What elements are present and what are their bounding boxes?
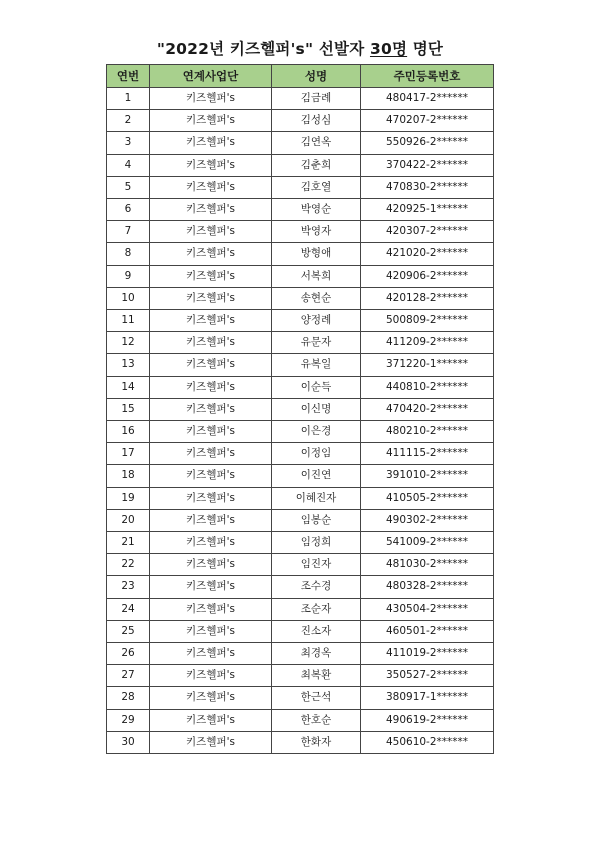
cell-name: 김호열 <box>272 176 361 198</box>
cell-organization: 키즈헬퍼's <box>150 88 272 110</box>
table-row <box>107 620 494 642</box>
cell-id-number: 411209-2****** <box>361 332 494 354</box>
table-row <box>107 532 494 554</box>
cell-name: 양정례 <box>272 310 361 332</box>
cell-organization: 키즈헬퍼's <box>150 398 272 420</box>
cell-name: 박영순 <box>272 199 361 221</box>
table-header <box>107 65 494 88</box>
table-row <box>107 687 494 709</box>
cell-organization: 키즈헬퍼's <box>150 709 272 731</box>
cell-name: 이진연 <box>272 465 361 487</box>
cell-number: 19 <box>107 487 150 509</box>
cell-number: 15 <box>107 398 150 420</box>
cell-organization: 키즈헬퍼's <box>150 509 272 531</box>
cell-number: 27 <box>107 665 150 687</box>
cell-number: 12 <box>107 332 150 354</box>
cell-id-number: 411019-2****** <box>361 643 494 665</box>
cell-id-number: 391010-2****** <box>361 465 494 487</box>
cell-organization: 키즈헬퍼's <box>150 199 272 221</box>
title-suffix: 명단 <box>407 40 444 58</box>
header-organization: 연계사업단 <box>150 65 272 88</box>
cell-name: 송현순 <box>272 287 361 309</box>
cell-name: 이정임 <box>272 443 361 465</box>
table-body <box>107 88 494 754</box>
cell-organization: 키즈헬퍼's <box>150 620 272 642</box>
cell-name: 임정희 <box>272 532 361 554</box>
cell-number: 9 <box>107 265 150 287</box>
cell-number: 8 <box>107 243 150 265</box>
cell-id-number: 420906-2****** <box>361 265 494 287</box>
cell-number: 25 <box>107 620 150 642</box>
cell-organization: 키즈헬퍼's <box>150 376 272 398</box>
cell-organization: 키즈헬퍼's <box>150 154 272 176</box>
cell-number: 30 <box>107 731 150 753</box>
cell-number: 28 <box>107 687 150 709</box>
cell-number: 6 <box>107 199 150 221</box>
table-row <box>107 509 494 531</box>
header-number: 연번 <box>107 65 150 88</box>
cell-name: 임봉순 <box>272 509 361 531</box>
cell-number: 16 <box>107 421 150 443</box>
cell-name: 서복희 <box>272 265 361 287</box>
cell-name: 이혜진자 <box>272 487 361 509</box>
title-prefix: "2022년 키즈헬퍼's" 선발자 <box>156 40 370 58</box>
cell-id-number: 480417-2****** <box>361 88 494 110</box>
cell-organization: 키즈헬퍼's <box>150 421 272 443</box>
cell-name: 최복환 <box>272 665 361 687</box>
cell-id-number: 541009-2****** <box>361 532 494 554</box>
cell-name: 유문자 <box>272 332 361 354</box>
cell-name: 박영자 <box>272 221 361 243</box>
cell-id-number: 410505-2****** <box>361 487 494 509</box>
document-title <box>0 37 600 59</box>
cell-organization: 키즈헬퍼's <box>150 310 272 332</box>
table-row <box>107 576 494 598</box>
cell-name: 진소자 <box>272 620 361 642</box>
cell-organization: 키즈헬퍼's <box>150 110 272 132</box>
cell-name: 임진자 <box>272 554 361 576</box>
table-row <box>107 265 494 287</box>
table-row <box>107 243 494 265</box>
cell-number: 14 <box>107 376 150 398</box>
table-row <box>107 554 494 576</box>
cell-organization: 키즈헬퍼's <box>150 487 272 509</box>
cell-id-number: 470420-2****** <box>361 398 494 420</box>
cell-number: 23 <box>107 576 150 598</box>
cell-id-number: 350527-2****** <box>361 665 494 687</box>
cell-name: 이순득 <box>272 376 361 398</box>
cell-organization: 키즈헬퍼's <box>150 576 272 598</box>
header-name: 성명 <box>272 65 361 88</box>
cell-name: 조수경 <box>272 576 361 598</box>
cell-number: 24 <box>107 598 150 620</box>
cell-id-number: 460501-2****** <box>361 620 494 642</box>
cell-number: 29 <box>107 709 150 731</box>
cell-number: 1 <box>107 88 150 110</box>
cell-organization: 키즈헬퍼's <box>150 665 272 687</box>
cell-id-number: 411115-2****** <box>361 443 494 465</box>
cell-number: 7 <box>107 221 150 243</box>
cell-organization: 키즈헬퍼's <box>150 132 272 154</box>
cell-organization: 키즈헬퍼's <box>150 243 272 265</box>
cell-organization: 키즈헬퍼's <box>150 354 272 376</box>
table-row <box>107 221 494 243</box>
table-row <box>107 731 494 753</box>
cell-id-number: 490619-2****** <box>361 709 494 731</box>
cell-id-number: 500809-2****** <box>361 310 494 332</box>
cell-number: 4 <box>107 154 150 176</box>
cell-number: 22 <box>107 554 150 576</box>
cell-number: 11 <box>107 310 150 332</box>
cell-organization: 키즈헬퍼's <box>150 465 272 487</box>
table-row <box>107 598 494 620</box>
table-row <box>107 421 494 443</box>
cell-name: 한호순 <box>272 709 361 731</box>
cell-id-number: 440810-2****** <box>361 376 494 398</box>
table-row <box>107 643 494 665</box>
cell-name: 유복일 <box>272 354 361 376</box>
cell-id-number: 430504-2****** <box>361 598 494 620</box>
cell-organization: 키즈헬퍼's <box>150 598 272 620</box>
cell-id-number: 470207-2****** <box>361 110 494 132</box>
cell-organization: 키즈헬퍼's <box>150 287 272 309</box>
table-row <box>107 443 494 465</box>
cell-id-number: 370422-2****** <box>361 154 494 176</box>
cell-name: 한근석 <box>272 687 361 709</box>
cell-id-number: 420925-1****** <box>361 199 494 221</box>
table-row <box>107 665 494 687</box>
cell-id-number: 380917-1****** <box>361 687 494 709</box>
cell-name: 김춘희 <box>272 154 361 176</box>
cell-name: 최경옥 <box>272 643 361 665</box>
cell-organization: 키즈헬퍼's <box>150 731 272 753</box>
cell-organization: 키즈헬퍼's <box>150 443 272 465</box>
cell-name: 이은경 <box>272 421 361 443</box>
cell-number: 18 <box>107 465 150 487</box>
cell-id-number: 450610-2****** <box>361 731 494 753</box>
cell-name: 김연옥 <box>272 132 361 154</box>
cell-id-number: 481030-2****** <box>361 554 494 576</box>
cell-organization: 키즈헬퍼's <box>150 687 272 709</box>
cell-organization: 키즈헬퍼's <box>150 265 272 287</box>
cell-organization: 키즈헬퍼's <box>150 221 272 243</box>
table-row <box>107 176 494 198</box>
cell-number: 20 <box>107 509 150 531</box>
table-row <box>107 487 494 509</box>
table-row <box>107 287 494 309</box>
table-row <box>107 132 494 154</box>
cell-name: 한화자 <box>272 731 361 753</box>
cell-id-number: 371220-1****** <box>361 354 494 376</box>
cell-organization: 키즈헬퍼's <box>150 554 272 576</box>
table-row <box>107 332 494 354</box>
cell-id-number: 550926-2****** <box>361 132 494 154</box>
title-count: 30명 <box>369 40 408 58</box>
cell-name: 이신명 <box>272 398 361 420</box>
cell-number: 5 <box>107 176 150 198</box>
cell-number: 13 <box>107 354 150 376</box>
cell-name: 김금례 <box>272 88 361 110</box>
cell-number: 26 <box>107 643 150 665</box>
cell-number: 3 <box>107 132 150 154</box>
cell-id-number: 421020-2****** <box>361 243 494 265</box>
cell-name: 조순자 <box>272 598 361 620</box>
cell-organization: 키즈헬퍼's <box>150 176 272 198</box>
cell-organization: 키즈헬퍼's <box>150 532 272 554</box>
cell-organization: 키즈헬퍼's <box>150 643 272 665</box>
cell-id-number: 490302-2****** <box>361 509 494 531</box>
table-row <box>107 199 494 221</box>
cell-organization: 키즈헬퍼's <box>150 332 272 354</box>
table-row <box>107 465 494 487</box>
cell-id-number: 470830-2****** <box>361 176 494 198</box>
header-id-number: 주민등록번호 <box>361 65 494 88</box>
cell-name: 김성심 <box>272 110 361 132</box>
table-row <box>107 398 494 420</box>
table-row <box>107 154 494 176</box>
cell-number: 10 <box>107 287 150 309</box>
cell-id-number: 480328-2****** <box>361 576 494 598</box>
table-row <box>107 376 494 398</box>
cell-number: 2 <box>107 110 150 132</box>
cell-id-number: 420128-2****** <box>361 287 494 309</box>
cell-id-number: 420307-2****** <box>361 221 494 243</box>
header-row <box>107 65 494 88</box>
roster-table <box>106 64 494 754</box>
cell-number: 21 <box>107 532 150 554</box>
cell-number: 17 <box>107 443 150 465</box>
table-row <box>107 110 494 132</box>
table-row <box>107 709 494 731</box>
table-row <box>107 88 494 110</box>
table-row <box>107 310 494 332</box>
cell-name: 방형애 <box>272 243 361 265</box>
cell-id-number: 480210-2****** <box>361 421 494 443</box>
table-row <box>107 354 494 376</box>
